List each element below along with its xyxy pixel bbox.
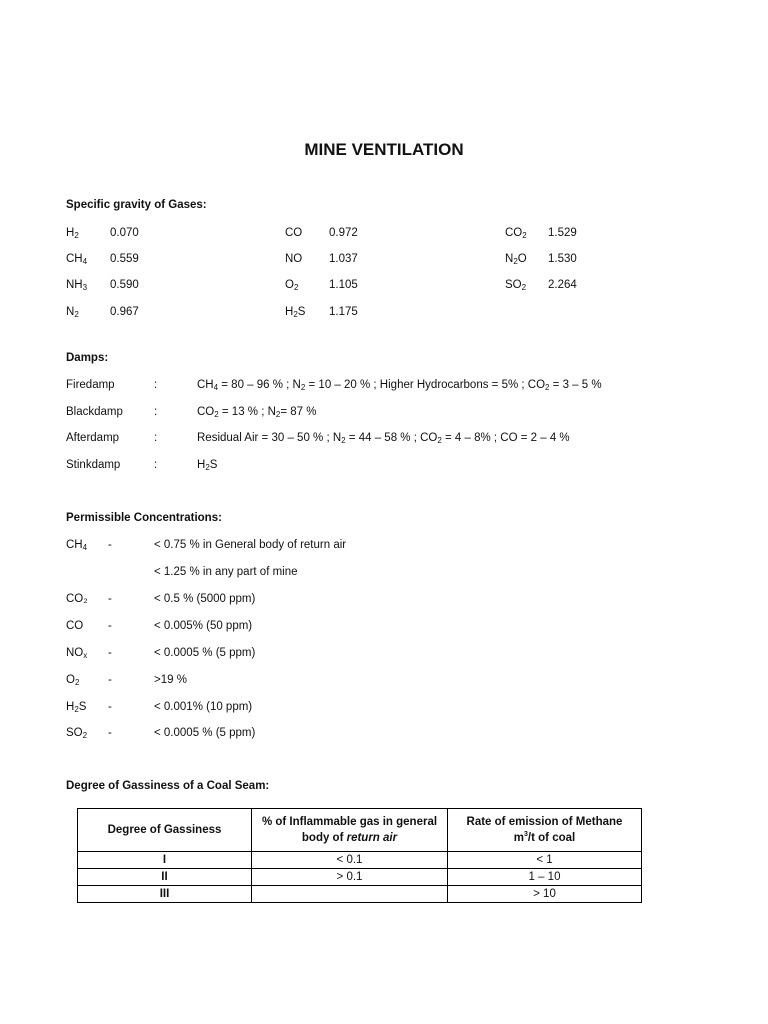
perm-dash: -	[108, 701, 112, 713]
gas-formula: $N_2$	[66, 306, 79, 319]
permissible-heading: Permissible Concentrations:	[66, 512, 222, 524]
damp-name: Stinkdamp	[66, 459, 121, 471]
perm-dash: -	[108, 593, 112, 605]
gas-gravity-value: 0.967	[110, 306, 139, 318]
col-degree-header: Degree of Gassiness	[78, 809, 252, 852]
table-row	[78, 852, 642, 869]
damp-composition: Residual Air = 30 – 50 % ; $N_2 = 44 - 58$ % ; $CO_2 = 4 - 8\%$ ; CO = 2 – 4 %	[197, 432, 570, 445]
gas-formula: $N_2O$	[505, 253, 527, 266]
col-percent-header: % of Inflammable gas in general body of return air	[252, 809, 448, 852]
gassiness-table	[77, 808, 642, 903]
col-rate-header: Rate of emission of Methane $m^3/t$ of coal	[448, 809, 642, 852]
rate-cell: > 10	[448, 886, 642, 903]
gas-gravity-value: 2.264	[548, 279, 577, 291]
perm-limit: < 1.25 % in any part of mine	[154, 566, 298, 578]
perm-gas: CO	[66, 620, 84, 632]
gas-formula: $NH_3$	[66, 279, 88, 292]
damp-composition: $H_2S$	[197, 459, 218, 472]
gas-gravity-value: 0.559	[110, 253, 139, 265]
perm-dash: -	[108, 647, 112, 659]
perm-limit: < 0.005% (50 ppm)	[154, 620, 253, 632]
gas-gravity-value: 0.972	[329, 227, 358, 239]
degree-cell: I	[78, 852, 252, 869]
table-header-row	[78, 809, 642, 852]
perm-gas: $H_2S$	[66, 701, 87, 714]
perm-limit: >19 %	[154, 674, 187, 686]
perm-dash: -	[108, 620, 112, 632]
perm-gas: CO₂	[66, 593, 88, 605]
perm-gas: $CH_4$	[66, 539, 88, 552]
perm-dash: -	[108, 674, 112, 686]
perm-limit: < 0.75 % in General body of return air	[154, 539, 347, 551]
perm-dash: -	[108, 539, 112, 551]
rate-cell: 1 – 10	[448, 869, 642, 886]
gas-gravity-value: 1.037	[329, 253, 358, 265]
gassiness-heading: Degree of Gassiness of a Coal Seam:	[66, 780, 270, 792]
gas-gravity-value: 1.175	[329, 306, 358, 318]
percent-cell: < 0.1	[252, 852, 448, 869]
perm-dash: -	[108, 727, 112, 739]
gas-formula: $CO_2$	[505, 227, 527, 240]
damp-name: Afterdamp	[66, 432, 120, 444]
specific-gravity-heading: Specific gravity of Gases:	[66, 199, 207, 211]
page-title: MINE VENTILATION	[304, 140, 464, 159]
table-row	[78, 869, 642, 886]
gas-formula: $H_2$	[66, 227, 79, 240]
degree-cell: III	[78, 886, 252, 903]
gas-gravity-value: 1.105	[329, 279, 358, 291]
damp-separator: :	[154, 379, 158, 391]
perm-limit: < 0.001% (10 ppm)	[154, 701, 253, 713]
degree-cell: II	[78, 869, 252, 886]
damp-name: Blackdamp	[66, 406, 123, 418]
damp-composition: $CH_4 = 80 - 96$ % ; $N_2 = 10 - 20$ % ; Higher Hydrocarbons = 5% ; $CO_2 = 3 - 5$ %	[197, 379, 602, 392]
gas-formula: CO	[285, 227, 303, 239]
gas-formula: $H_2S$	[285, 306, 306, 319]
gas-formula: $O_2$	[285, 279, 299, 292]
damp-name: Firedamp	[66, 379, 115, 391]
damp-composition: $CO_2 = 13$ % ; $N_2= 87$ %	[197, 406, 317, 419]
gas-formula: NO	[285, 253, 303, 265]
gas-gravity-value: 1.530	[548, 253, 577, 265]
damp-separator: :	[154, 459, 158, 471]
perm-gas: $O_2$	[66, 674, 80, 687]
table-row	[78, 886, 642, 903]
perm-gas: $NO_x$	[66, 647, 88, 660]
damp-separator: :	[154, 406, 158, 418]
perm-limit: < 0.5 % (5000 ppm)	[154, 593, 256, 605]
damp-separator: :	[154, 432, 158, 444]
perm-limit: < 0.0005 % (5 ppm)	[154, 647, 256, 659]
gas-gravity-value: 1.529	[548, 227, 577, 239]
gas-gravity-value: 0.590	[110, 279, 139, 291]
perm-limit: < 0.0005 % (5 ppm)	[154, 727, 256, 739]
percent-cell: > 0.1	[252, 869, 448, 886]
gas-formula: $SO_2$	[505, 279, 527, 292]
perm-gas: $SO_2$	[66, 727, 88, 740]
gas-formula: $CH_4$	[66, 253, 88, 266]
rate-cell: < 1	[448, 852, 642, 869]
gas-gravity-value: 0.070	[110, 227, 139, 239]
percent-cell	[252, 886, 448, 903]
damps-heading: Damps:	[66, 352, 109, 364]
